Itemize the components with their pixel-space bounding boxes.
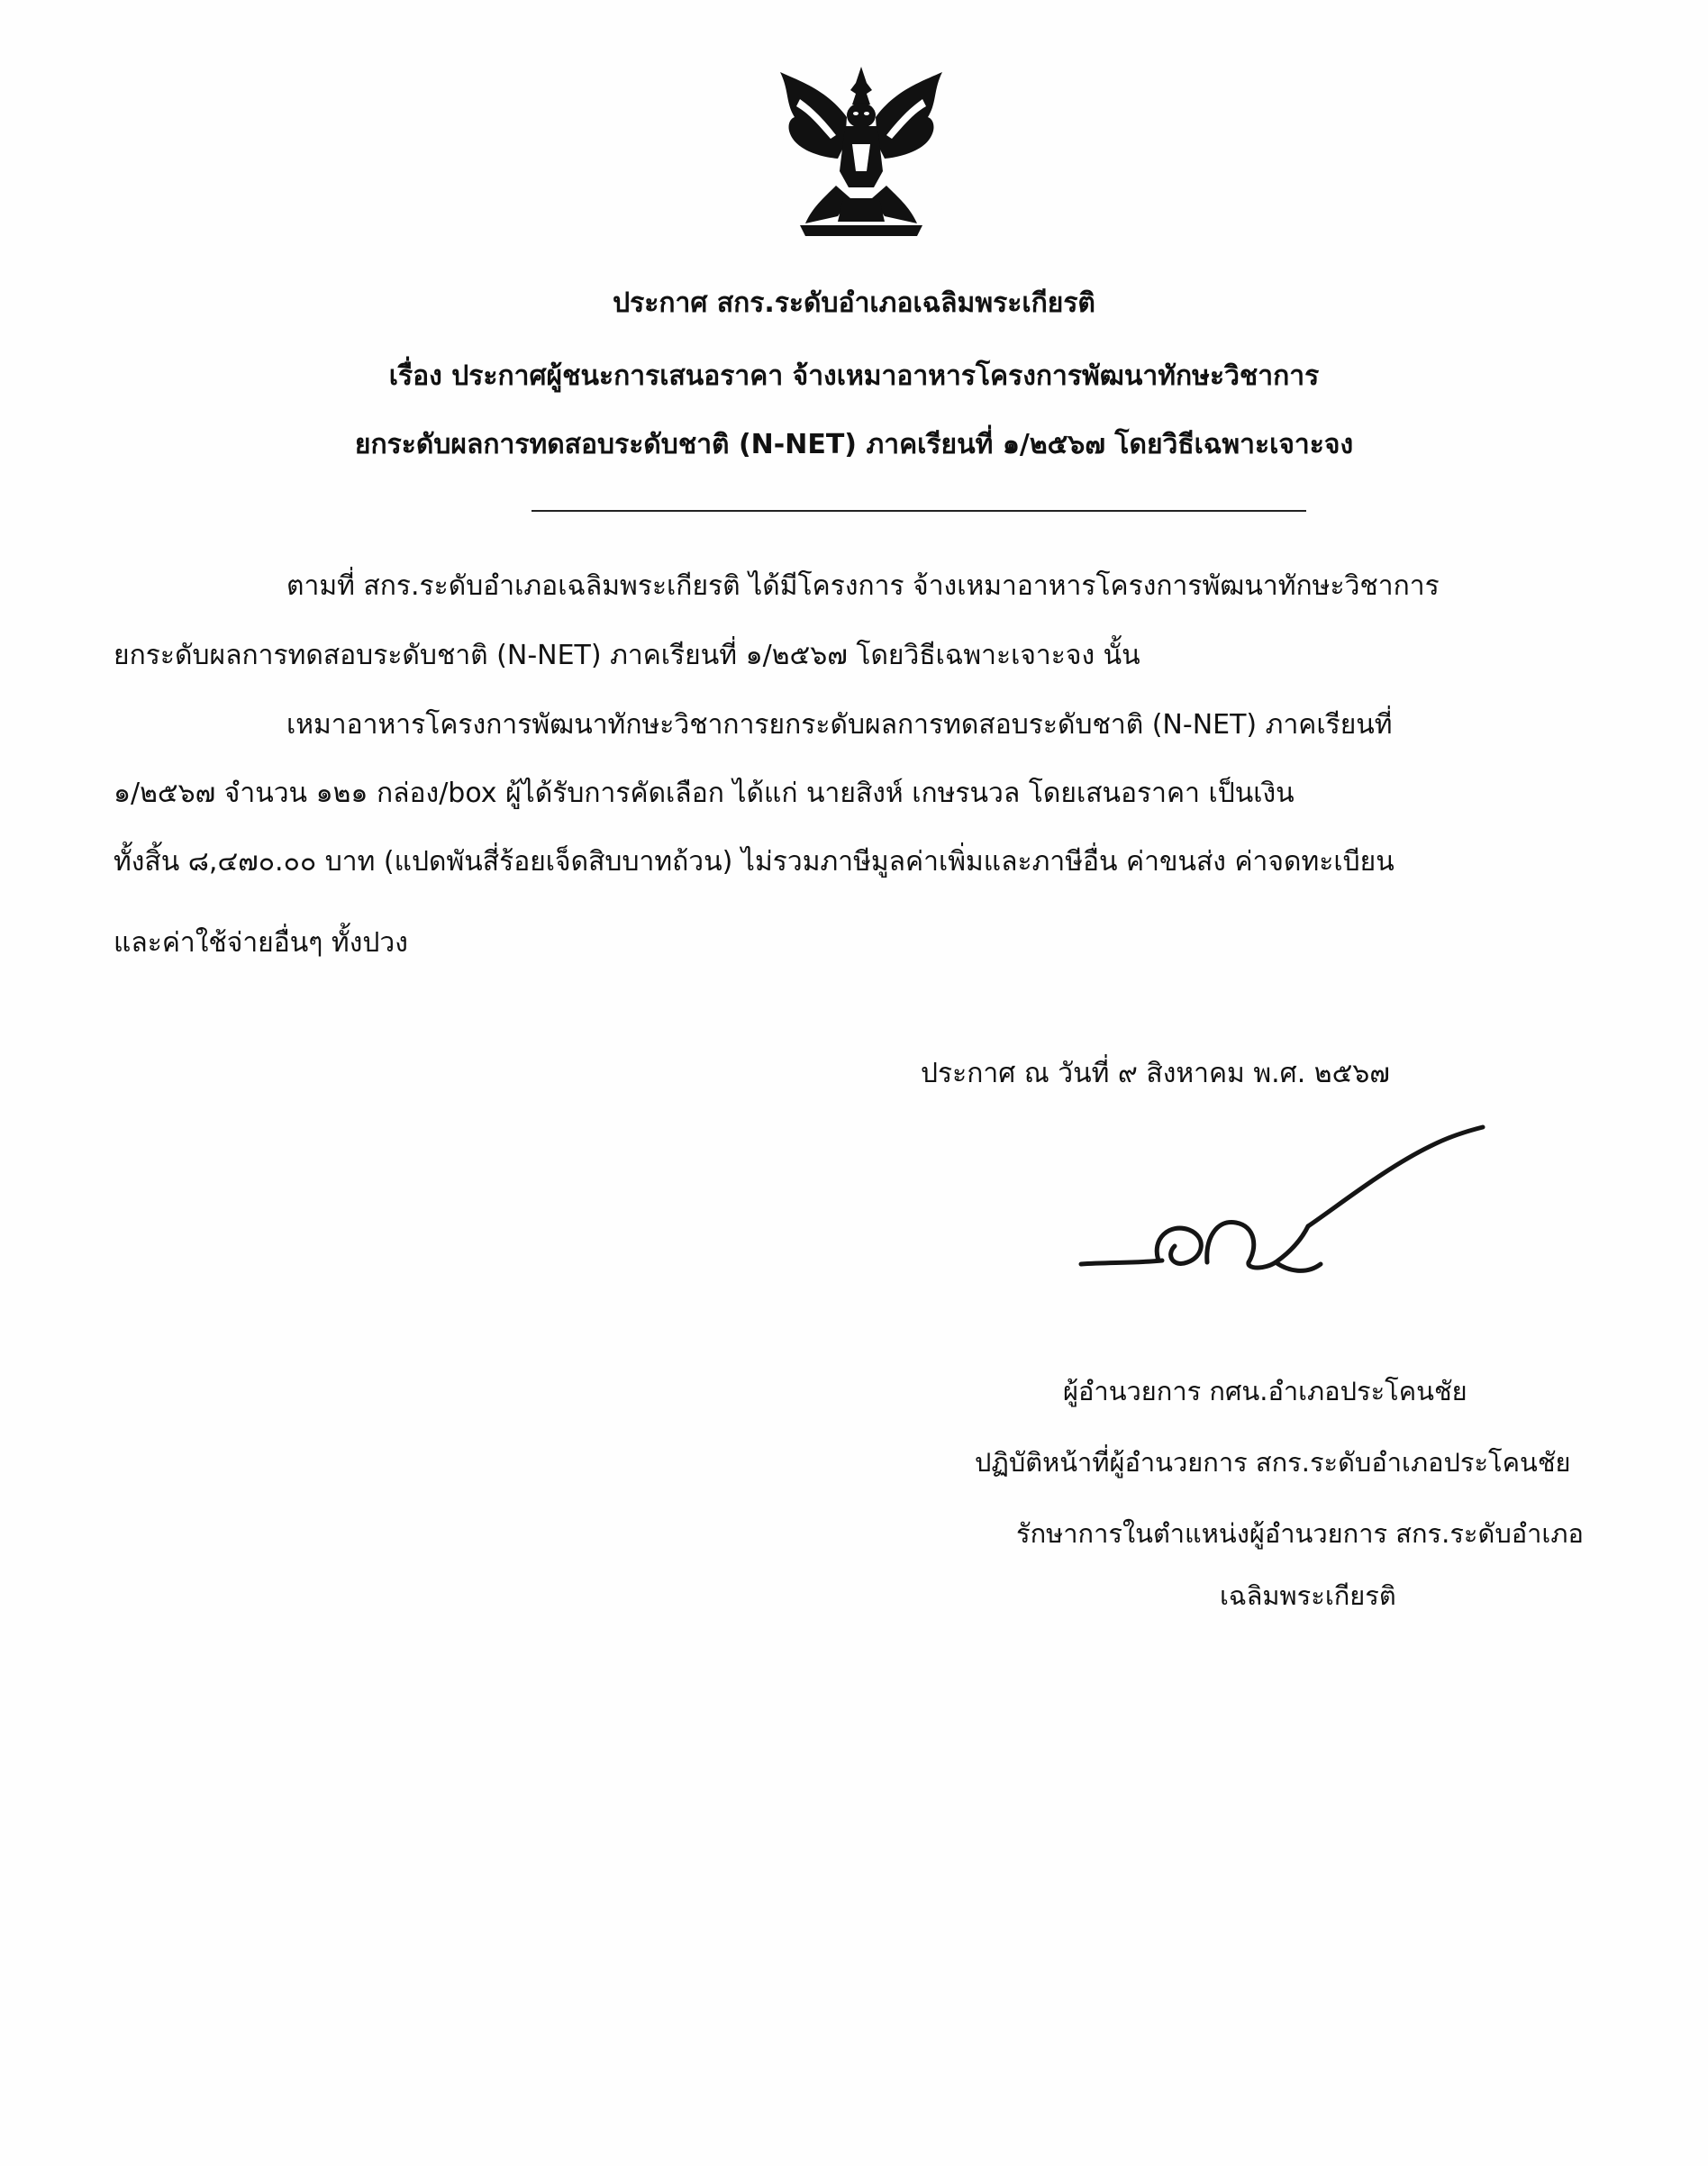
announcement-title: ประกาศ สกร.ระดับอำเภอเฉลิมพระเกียรติ: [613, 287, 1095, 319]
signatory-interim-title: รักษาการในตำแหน่งผู้อำนวยการ สกร.ระดับอำเภอ: [1016, 1518, 1584, 1549]
signatory-interim-title-cont: เฉลิมพระเกียรติ: [1220, 1580, 1396, 1611]
paragraph-2-line-4: และค่าใช้จ่ายอื่นๆ ทั้งปวง: [114, 927, 408, 959]
announcement-date: ประกาศ ณ วันที่ ๙ สิงหาคม พ.ศ. ๒๕๖๗: [921, 1058, 1390, 1089]
signatory-title: ผู้อำนวยการ กศน.อำเภอประโคนชัย: [1063, 1376, 1467, 1406]
paragraph-2-line-2: ๑/๒๕๖๗ จำนวน ๑๒๑ กล่อง/box ผู้ได้รับการคัดเลือก ได้แก่ นายสิงห์ เกษรนวล โดยเสนอราคา เป็นเงิน: [114, 778, 1295, 809]
garuda-emblem-icon: [773, 63, 949, 243]
paragraph-1-line-1: ตามที่ สกร.ระดับอำเภอเฉลิมพระเกียรติ ได้มีโครงการ จ้างเหมาอาหารโครงการพัฒนาทักษะวิชาการ: [286, 570, 1440, 602]
signature-mark: [1072, 1104, 1486, 1302]
signatory-acting-title: ปฏิบัติหน้าที่ผู้อำนวยการ สกร.ระดับอำเภอประโคนชัย: [975, 1447, 1571, 1478]
paragraph-2-line-3: ทั้งสิ้น ๘,๔๗๐.๐๐ บาท (แปดพันสี่ร้อยเจ็ดสิบบาทถ้วน) ไม่รวมภาษีมูลค่าเพิ่มและภาษีอื่น ค่าขนส่ง ค่าจดทะเบียน: [114, 846, 1395, 878]
paragraph-2-line-1: เหมาอาหารโครงการพัฒนาทักษะวิชาการยกระดับผลการทดสอบระดับชาติ (N-NET) ภาคเรียนที่: [286, 709, 1393, 741]
announcement-subject: เรื่อง ประกาศผู้ชนะการเสนอราคา จ้างเหมาอาหารโครงการพัฒนาทักษะวิชาการ: [388, 360, 1320, 392]
header-divider: [531, 510, 1306, 512]
announcement-subject-cont: ยกระดับผลการทดสอบระดับชาติ (N-NET) ภาคเรียนที่ ๑/๒๕๖๗ โดยวิธีเฉพาะเจาะจง: [354, 429, 1354, 460]
paragraph-1-line-2: ยกระดับผลการทดสอบระดับชาติ (N-NET) ภาคเรียนที่ ๑/๒๕๖๗ โดยวิธีเฉพาะเจาะจง นั้น: [114, 640, 1140, 671]
